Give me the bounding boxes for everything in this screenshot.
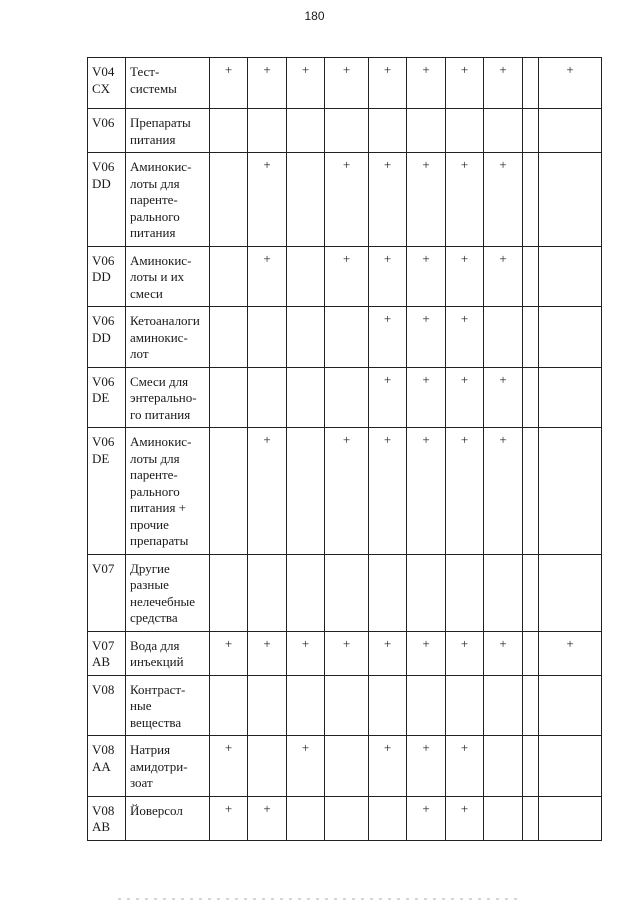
mark-cell (484, 109, 523, 153)
mark-cell (523, 796, 539, 840)
mark-cell: + (325, 631, 369, 675)
mark-cell: + (407, 246, 446, 307)
scan-artifact-line (118, 898, 518, 900)
mark-cell (484, 554, 523, 631)
mark-cell (539, 554, 602, 631)
atc-code-cell: V04 CX (88, 58, 126, 109)
mark-cell (539, 675, 602, 736)
mark-cell: + (446, 736, 484, 797)
mark-cell: + (287, 631, 325, 675)
mark-cell (523, 307, 539, 368)
mark-cell (407, 109, 446, 153)
mark-cell (539, 428, 602, 555)
mark-cell (210, 246, 248, 307)
mark-cell (523, 367, 539, 428)
atc-code-cell: V08 AB (88, 796, 126, 840)
mark-cell (407, 554, 446, 631)
mark-cell (287, 554, 325, 631)
mark-cell (325, 675, 369, 736)
table-row (88, 428, 602, 555)
mark-cell: + (210, 796, 248, 840)
mark-cell: + (287, 58, 325, 109)
mark-cell (369, 109, 407, 153)
mark-cell: + (539, 631, 602, 675)
substance-name-cell: Препараты питания (126, 109, 210, 153)
mark-cell (369, 675, 407, 736)
mark-cell (325, 736, 369, 797)
atc-code-cell: V08 AA (88, 736, 126, 797)
mark-cell (325, 307, 369, 368)
table-row (88, 307, 602, 368)
mark-cell (325, 554, 369, 631)
mark-cell: + (369, 307, 407, 368)
mark-cell: + (287, 736, 325, 797)
atc-code-cell: V07 (88, 554, 126, 631)
mark-cell (287, 428, 325, 555)
mark-cell: + (369, 153, 407, 247)
mark-cell: + (484, 367, 523, 428)
mark-cell (210, 675, 248, 736)
mark-cell: + (210, 631, 248, 675)
mark-cell (287, 109, 325, 153)
mark-cell: + (407, 153, 446, 247)
mark-cell: + (248, 631, 287, 675)
table-row (88, 796, 602, 840)
mark-cell (539, 246, 602, 307)
mark-cell: + (407, 631, 446, 675)
atc-code-cell: V06 DD (88, 246, 126, 307)
table-row (88, 631, 602, 675)
table-row (88, 367, 602, 428)
mark-cell: + (484, 631, 523, 675)
substance-name-cell: Тест- системы (126, 58, 210, 109)
mark-cell: + (325, 246, 369, 307)
mark-cell: + (407, 367, 446, 428)
mark-cell (287, 675, 325, 736)
mark-cell: + (248, 428, 287, 555)
mark-cell: + (484, 153, 523, 247)
mark-cell: + (369, 246, 407, 307)
mark-cell (210, 307, 248, 368)
mark-cell (210, 153, 248, 247)
mark-cell (539, 736, 602, 797)
mark-cell (325, 796, 369, 840)
mark-cell: + (446, 367, 484, 428)
mark-cell: + (446, 153, 484, 247)
mark-cell (325, 367, 369, 428)
mark-cell (248, 554, 287, 631)
mark-cell (446, 554, 484, 631)
atc-code-cell: V07 AB (88, 631, 126, 675)
substance-name-cell: Аминокис- лоты для паренте- рального питания + прочие препараты (126, 428, 210, 555)
substance-name-cell: Аминокис- лоты и их смеси (126, 246, 210, 307)
mark-cell (523, 58, 539, 109)
mark-cell (248, 307, 287, 368)
mark-cell: + (407, 796, 446, 840)
table-row (88, 736, 602, 797)
table-row (88, 246, 602, 307)
substance-name-cell: Вода для инъекций (126, 631, 210, 675)
mark-cell (210, 109, 248, 153)
substance-name-cell: Кетоаналоги аминокис- лот (126, 307, 210, 368)
substance-name-cell: Смеси для энтерально- го питания (126, 367, 210, 428)
atc-classification-table (87, 57, 602, 841)
mark-cell (523, 109, 539, 153)
substance-name-cell: Аминокис- лоты для паренте- рального питания (126, 153, 210, 247)
mark-cell: + (407, 736, 446, 797)
mark-cell: + (484, 246, 523, 307)
mark-cell (523, 554, 539, 631)
mark-cell (523, 631, 539, 675)
mark-cell: + (210, 58, 248, 109)
substance-name-cell: Контраст- ные вещества (126, 675, 210, 736)
mark-cell: + (369, 736, 407, 797)
mark-cell (484, 736, 523, 797)
atc-code-cell: V06 DD (88, 153, 126, 247)
mark-cell: + (407, 428, 446, 555)
atc-code-cell: V06 DD (88, 307, 126, 368)
mark-cell (248, 109, 287, 153)
table-row (88, 554, 602, 631)
mark-cell: + (446, 631, 484, 675)
mark-cell: + (407, 58, 446, 109)
mark-cell (523, 246, 539, 307)
mark-cell: + (248, 58, 287, 109)
mark-cell (484, 796, 523, 840)
atc-code-cell: V06 (88, 109, 126, 153)
page-number: 180 (304, 9, 325, 23)
mark-cell: + (210, 736, 248, 797)
mark-cell (210, 428, 248, 555)
mark-cell: + (248, 246, 287, 307)
mark-cell (248, 736, 287, 797)
table-row (88, 109, 602, 153)
substance-name-cell: Йоверсол (126, 796, 210, 840)
mark-cell: + (407, 307, 446, 368)
substance-name-cell: Натрия амидотри- зоат (126, 736, 210, 797)
mark-cell: + (325, 58, 369, 109)
mark-cell: + (446, 796, 484, 840)
mark-cell (210, 367, 248, 428)
mark-cell: + (484, 58, 523, 109)
mark-cell: + (369, 631, 407, 675)
mark-cell (539, 367, 602, 428)
mark-cell: + (325, 428, 369, 555)
mark-cell (210, 554, 248, 631)
mark-cell (325, 109, 369, 153)
mark-cell: + (539, 58, 602, 109)
mark-cell: + (325, 153, 369, 247)
mark-cell (369, 796, 407, 840)
mark-cell (287, 796, 325, 840)
mark-cell: + (446, 58, 484, 109)
mark-cell (484, 675, 523, 736)
mark-cell (484, 307, 523, 368)
mark-cell: + (369, 367, 407, 428)
mark-cell (287, 367, 325, 428)
mark-cell (523, 153, 539, 247)
mark-cell (539, 796, 602, 840)
mark-cell: + (369, 58, 407, 109)
mark-cell: + (369, 428, 407, 555)
mark-cell: + (248, 796, 287, 840)
mark-cell (539, 109, 602, 153)
mark-cell (248, 675, 287, 736)
mark-cell (287, 246, 325, 307)
mark-cell (539, 153, 602, 247)
mark-cell: + (446, 307, 484, 368)
table-row (88, 58, 602, 109)
atc-code-cell: V06 DE (88, 428, 126, 555)
mark-cell: + (484, 428, 523, 555)
mark-cell (523, 428, 539, 555)
table-row (88, 675, 602, 736)
substance-name-cell: Другие разные нелечебные средства (126, 554, 210, 631)
mark-cell: + (248, 153, 287, 247)
mark-cell (539, 307, 602, 368)
mark-cell (369, 554, 407, 631)
mark-cell (446, 109, 484, 153)
mark-cell (287, 153, 325, 247)
mark-cell (523, 675, 539, 736)
mark-cell: + (446, 246, 484, 307)
mark-cell (446, 675, 484, 736)
mark-cell (248, 367, 287, 428)
atc-code-cell: V06 DE (88, 367, 126, 428)
table-row (88, 153, 602, 247)
mark-cell (407, 675, 446, 736)
mark-cell (287, 307, 325, 368)
mark-cell: + (446, 428, 484, 555)
mark-cell (523, 736, 539, 797)
atc-code-cell: V08 (88, 675, 126, 736)
